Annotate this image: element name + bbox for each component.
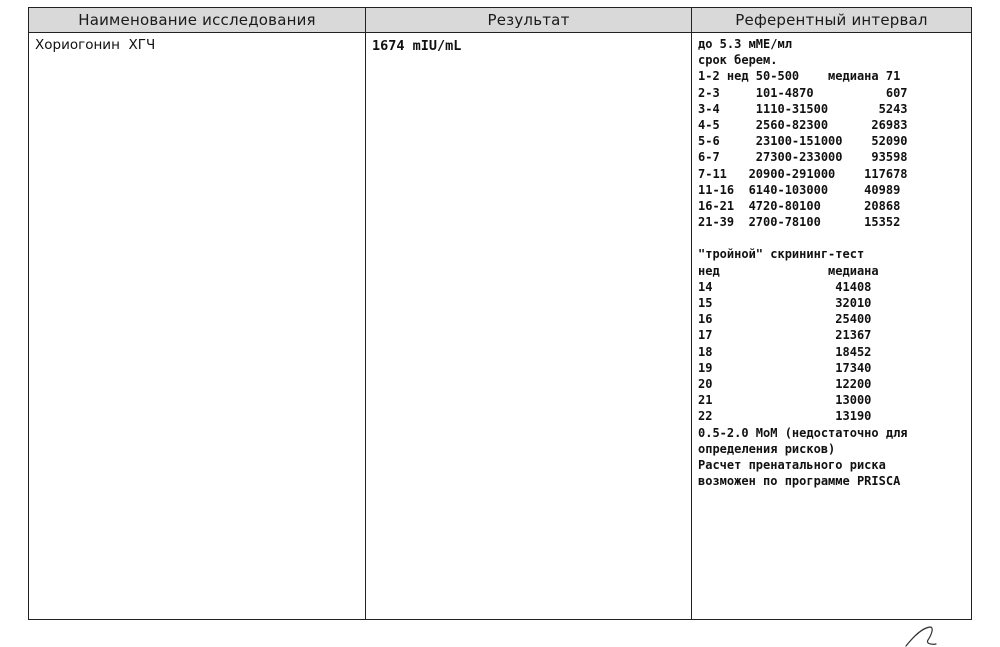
- cell-reference: [692, 33, 972, 620]
- signature-mark: [900, 624, 960, 647]
- table-header: [29, 8, 972, 33]
- reference-line: 16-21 4720-80100 20868: [698, 198, 901, 213]
- reference-line: 15 32010: [698, 296, 872, 310]
- reference-line: 19 17340: [698, 360, 872, 375]
- reference-line: [698, 230, 971, 246]
- result-value-text: 1674 mIU/mL: [372, 38, 462, 54]
- reference-line: 18 18452: [698, 344, 872, 359]
- header-row: [29, 8, 972, 33]
- reference-interval-block: [692, 33, 971, 489]
- header-test-name: Наименование исследования: [29, 8, 366, 33]
- reference-line: 3-4 1110-31500 5243: [698, 101, 908, 116]
- reference-line: определения рисков): [698, 441, 836, 456]
- reference-line: 6-7 27300-233000 93598: [698, 150, 908, 165]
- reference-line: 14 41408: [698, 279, 872, 294]
- reference-line: 17 21367: [698, 328, 872, 343]
- reference-line: 7-11 20900-291000 117678: [698, 166, 908, 181]
- reference-line: 20 12200: [698, 376, 872, 391]
- reference-line: возможен по программе PRISCA: [698, 474, 901, 489]
- reference-line: срок берем.: [698, 53, 778, 68]
- reference-line: 1-2 нед 50-500 медиана 71: [698, 69, 901, 84]
- reference-line: 21 13000: [698, 393, 872, 408]
- results-table: [28, 7, 972, 620]
- reference-line: "тройной" скрининг-тест: [698, 247, 865, 262]
- reference-line: Расчет пренатального риска: [698, 457, 886, 472]
- reference-line: 22 13190: [698, 409, 872, 424]
- test-name-text: Хориогонин ХГЧ: [35, 37, 156, 53]
- reference-line: 4-5 2560-82300 26983: [698, 117, 908, 132]
- reference-line: 21-39 2700-78100 15352: [698, 215, 901, 230]
- reference-line: 11-16 6140-103000 40989: [698, 182, 901, 197]
- cell-result: [366, 33, 692, 620]
- cell-test-name: [29, 33, 366, 620]
- reference-line: 16 25400: [698, 312, 872, 327]
- reference-line: нед медиана: [698, 263, 879, 278]
- table-row: [29, 33, 972, 620]
- header-reference: Референтный интервал: [692, 8, 972, 33]
- reference-line: 0.5-2.0 МоМ (недостаточно для: [698, 425, 908, 440]
- header-result: Результат: [366, 8, 692, 33]
- reference-line: 5-6 23100-151000 52090: [698, 134, 908, 149]
- reference-line: 2-3 101-4870 607: [698, 85, 908, 100]
- reference-line: до 5.3 мМЕ/мл: [698, 37, 792, 51]
